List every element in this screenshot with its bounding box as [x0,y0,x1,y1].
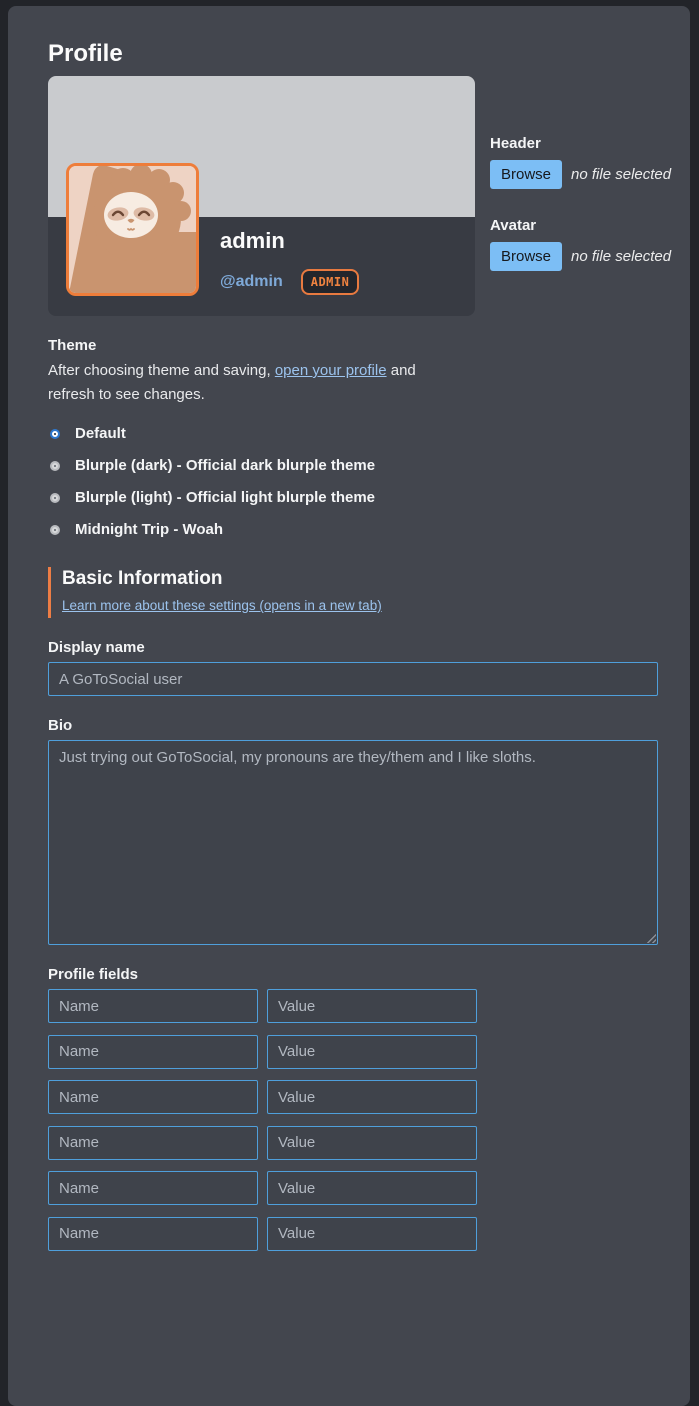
basic-information-section [48,567,666,618]
theme-option-default[interactable] [48,422,666,445]
admin-role-badge: ADMIN [301,269,360,295]
open-profile-link[interactable]: open your profile [274,362,387,379]
preview-username: @admin [220,273,283,290]
theme-label: Theme [48,337,97,354]
field-name-input[interactable] [48,1171,258,1205]
header-upload-label: Header [490,135,541,152]
theme-radio-list [48,422,666,541]
header-file-status: no file selected [571,166,672,183]
radio-unselected-icon[interactable] [52,463,58,469]
profile-field-row [48,989,666,1023]
radio-unselected-icon[interactable] [52,495,58,501]
display-name-label: Display name [48,639,145,656]
radio-unselected-icon[interactable] [52,527,58,533]
theme-option-label: Default [75,425,126,442]
upload-column [490,76,671,271]
field-name-input[interactable] [48,1035,258,1069]
field-name-input[interactable] [48,1126,258,1160]
profile-field-row [48,1080,666,1114]
theme-section [48,337,666,541]
field-value-input[interactable] [267,1080,477,1114]
field-value-input[interactable] [267,1126,477,1160]
profile-fields-label: Profile fields [48,966,139,983]
avatar-file-status: no file selected [571,248,672,265]
avatar-upload-label: Avatar [490,217,537,234]
learn-more-link[interactable]: Learn more about these settings (opens in a new tab) [62,598,382,613]
theme-option-midnight-trip[interactable] [48,518,666,541]
bio-label: Bio [48,717,73,734]
preview-display-name: admin [220,228,285,253]
display-name-input[interactable] [48,662,658,696]
bio-field-wrap [48,740,658,945]
profile-field-row [48,1171,666,1205]
theme-hint-text-after: and refresh to see changes. [48,362,416,403]
radio-selected-icon[interactable] [52,431,58,437]
field-value-input[interactable] [267,1171,477,1205]
theme-option-label: Midnight Trip - Woah [75,521,224,538]
bio-textarea[interactable] [48,740,658,945]
header-browse-button[interactable]: Browse [490,160,562,189]
settings-panel [8,6,690,1406]
sloth-avatar-icon [69,166,196,293]
field-value-input[interactable] [267,989,477,1023]
profile-field-row [48,1035,666,1069]
header-upload-group [490,135,671,189]
profile-preview-card [48,76,475,316]
preview-names [220,228,359,295]
field-value-input[interactable] [267,1217,477,1251]
avatar-image [66,163,199,296]
page-title: Profile [48,40,123,67]
avatar-upload-group [490,217,671,271]
profile-preview-row [48,76,672,316]
theme-hint-text: After choosing theme and saving, [48,362,275,379]
theme-option-label: Blurple (dark) - Official dark blurple theme [75,457,376,474]
theme-option-blurple-light[interactable] [48,486,666,509]
profile-field-row [48,1126,666,1160]
field-name-input[interactable] [48,989,258,1023]
theme-option-label: Blurple (light) - Official light blurple theme [75,489,375,506]
profile-fields-list [48,989,666,1251]
theme-option-blurple-dark[interactable] [48,454,666,477]
theme-hint [48,359,466,407]
basic-information-heading: Basic Information [62,568,223,589]
profile-field-row [48,1217,666,1251]
field-name-input[interactable] [48,1080,258,1114]
avatar-browse-button[interactable]: Browse [490,242,562,271]
field-value-input[interactable] [267,1035,477,1069]
field-name-input[interactable] [48,1217,258,1251]
